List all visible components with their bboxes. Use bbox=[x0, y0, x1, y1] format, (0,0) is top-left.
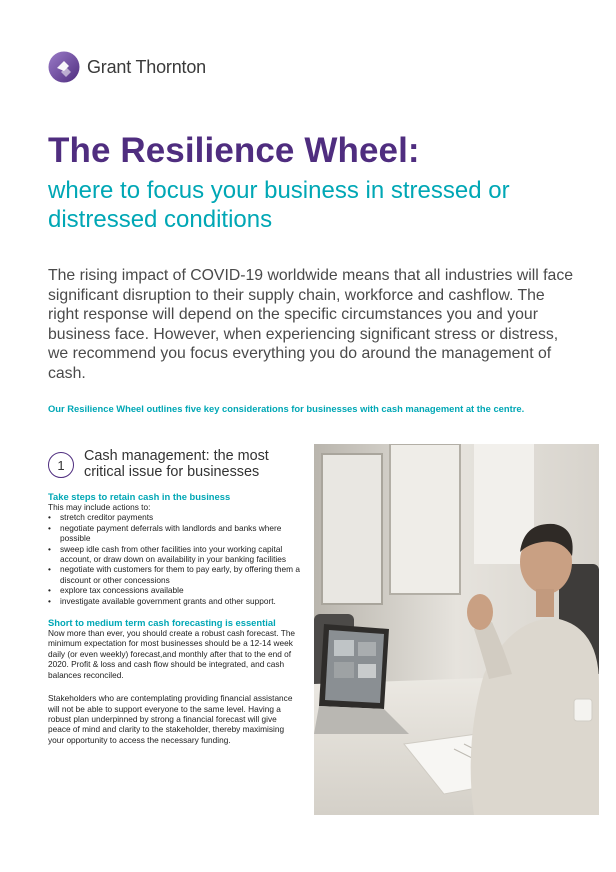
page-subtitle: where to focus your business in stressed or distressed conditions bbox=[48, 177, 510, 233]
forecast-heading: Short to medium term cash forecasting is essential bbox=[48, 617, 276, 629]
list-item: • negotiate payment deferrals with landlords and banks where possible bbox=[48, 523, 300, 544]
list-item: • sweep idle cash from other facilities into your working capital account, or draw down on availability in your banking facilities bbox=[48, 544, 300, 565]
businessman-laptop-illustration bbox=[314, 444, 599, 815]
list-item: • investigate available government grants and other support. bbox=[48, 596, 300, 606]
retain-heading: Take steps to retain cash in the business bbox=[48, 491, 231, 502]
retain-list bbox=[48, 512, 300, 606]
forecast-paragraph-2: Stakeholders who are contemplating providing financial assistance will not be able to support everyone to the same level. Having a robust plan underpinned by strong a financial forecast will give peace of mind and clarity to the stakeholder, thereby maximising your opportunity to access the necessary funding. bbox=[48, 693, 293, 745]
body-column bbox=[48, 491, 300, 745]
list-item: • stretch creditor payments bbox=[48, 512, 300, 522]
office-photo bbox=[314, 444, 599, 815]
callout-text: Our Resilience Wheel outlines five key considerations for businesses with cash management at the centre. bbox=[48, 403, 525, 414]
grant-thornton-logo-icon bbox=[48, 51, 80, 83]
list-item: • negotiate with customers for them to pay early, by offering them a discount or other concessions bbox=[48, 564, 300, 585]
intro-paragraph: The rising impact of COVID-19 worldwide means that all industries will face significant disruption to their supply chain, workforce and cashflow. The right response will depend on the specific circumstances you and your business face. However, when experiencing significant stress or distress, we recommend you focus everything you do around the management of cash. bbox=[48, 267, 574, 382]
list-item: • explore tax concessions available bbox=[48, 585, 300, 595]
section-title: Cash management: the most critical issue for businesses bbox=[84, 448, 269, 481]
forecast-paragraph-1: Now more than ever, you should create a robust cash forecast. The minimum expectation for most businesses should be a 12-14 week daily (or even weekly) forecast,and monthly after that to the end of 2020. Profit & loss and cash flow should be integrated, and cash balances reconciled. bbox=[48, 628, 296, 680]
page-title: The Resilience Wheel: bbox=[48, 131, 420, 170]
logo-text: Grant Thornton bbox=[87, 56, 206, 77]
section-number-badge: 1 bbox=[48, 452, 74, 478]
retain-lead: This may include actions to: bbox=[48, 502, 151, 512]
section-heading bbox=[48, 448, 294, 481]
grant-thornton-logo bbox=[48, 50, 206, 84]
